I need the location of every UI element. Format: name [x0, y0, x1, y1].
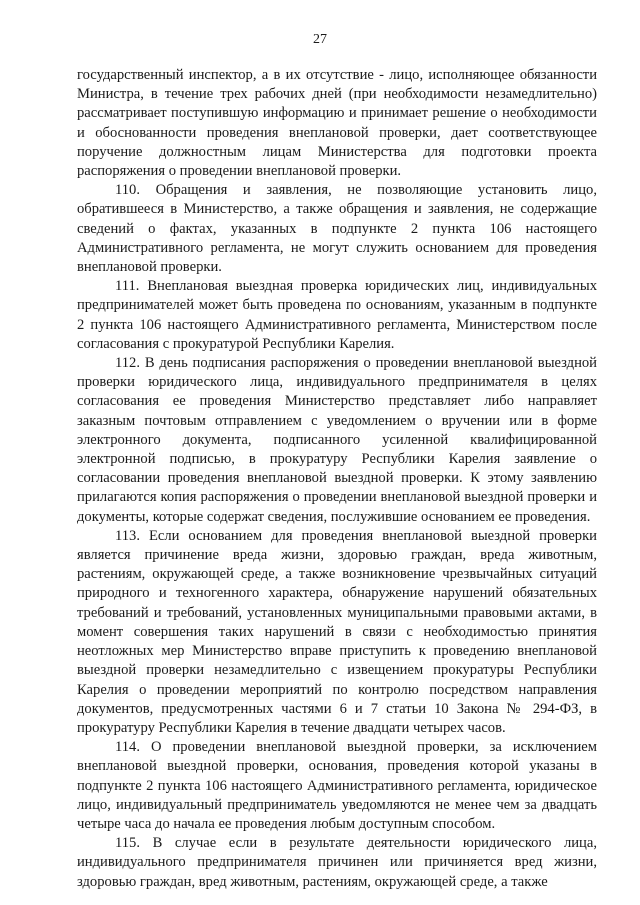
page-number: 27: [313, 32, 327, 47]
document-body: [77, 66, 597, 892]
paragraph-114: 114. О проведении внеплановой выездной проверки, за исключением внеплановой выездной проверки, основания, проведения которой указаны в подпункте 2 пункта 106 настоящего Административного регламента, юридическое лицо, индивидуальный предприниматель уведомляются не менее чем за двадцать четыре часа до начала ее проведения любым доступным способом.: [77, 739, 597, 832]
paragraph-111: 111. Внеплановая выездная проверка юридических лиц, индивидуальных предпринимателей может быть проведена по основаниям, указанным в подпункте 2 пункта 106 настоящего Административного регламента, Министерством после согласования с прокуратурой Республики Карелия.: [77, 278, 597, 352]
paragraph-113: 113. Если основанием для проведения внеплановой выездной проверки является причинение вреда жизни, здоровью граждан, вреда животным, растениям, окружающей среде, а также возникновение чрезвычайных ситуаций природного и техногенного характера, обнаружение нарушений обязательных требований и требований, установленных муниципальными правовыми актами, в момент совершения таких нарушений в связи с необходимостью принятия неотложных мер Министерство вправе приступить к проведению внеплановой выездной проверки незамедлительно с извещением прокуратуры Республики Карелия о проведении мероприятий по контролю посредством направления документов, предусмотренных частями 6 и 7 статьи 10 Закона № 294-ФЗ, в прокуратуру Республики Карелия в течение двадцати четырех часов.: [77, 527, 597, 736]
paragraph-115: 115. В случае если в результате деятельности юридического лица, индивидуального предпринимателя причинен или причиняется вред жизни, здоровью граждан, вред животным, растениям, окружающей среде, а также: [77, 835, 597, 890]
paragraph-110: 110. Обращения и заявления, не позволяющие установить лицо, обратившееся в Министерство, а также обращения и заявления, не содержащие сведений о фактах, указанных в подпункте 2 пункта 106 настоящего Административного регламента, не могут служить основанием для проведения внеплановой проверки.: [77, 182, 597, 276]
paragraph-continuation: государственный инспектор, а в их отсутствие - лицо, исполняющее обязанности Министра, в течение трех рабочих дней (при необходимости незамедлительно) рассматривает поступившую информацию и принимает решение о необходимости и обоснованности проведения внеплановой проверки, дает соответствующее поручение должностным лицам Министерства для подготовки проекта распоряжения о проведении внеплановой проверки.: [77, 67, 597, 180]
paragraph-112: 112. В день подписания распоряжения о проведении внеплановой выездной проверки юридического лица, индивидуального предпринимателя в целях согласования ее проведения Министерство представляет либо направляет заказным почтовым отправлением с уведомлением о вручении или в форме электронного документа, подписанного усиленной квалифицированной электронной подписью, в прокуратуру Республики Карелия заявление о согласовании проведения внеплановой выездной проверки. К этому заявлению прилагаются копия распоряжения о проведении внеплановой выездной проверки и документы, которые содержат сведения, послужившие основанием ее проведения.: [77, 355, 597, 525]
